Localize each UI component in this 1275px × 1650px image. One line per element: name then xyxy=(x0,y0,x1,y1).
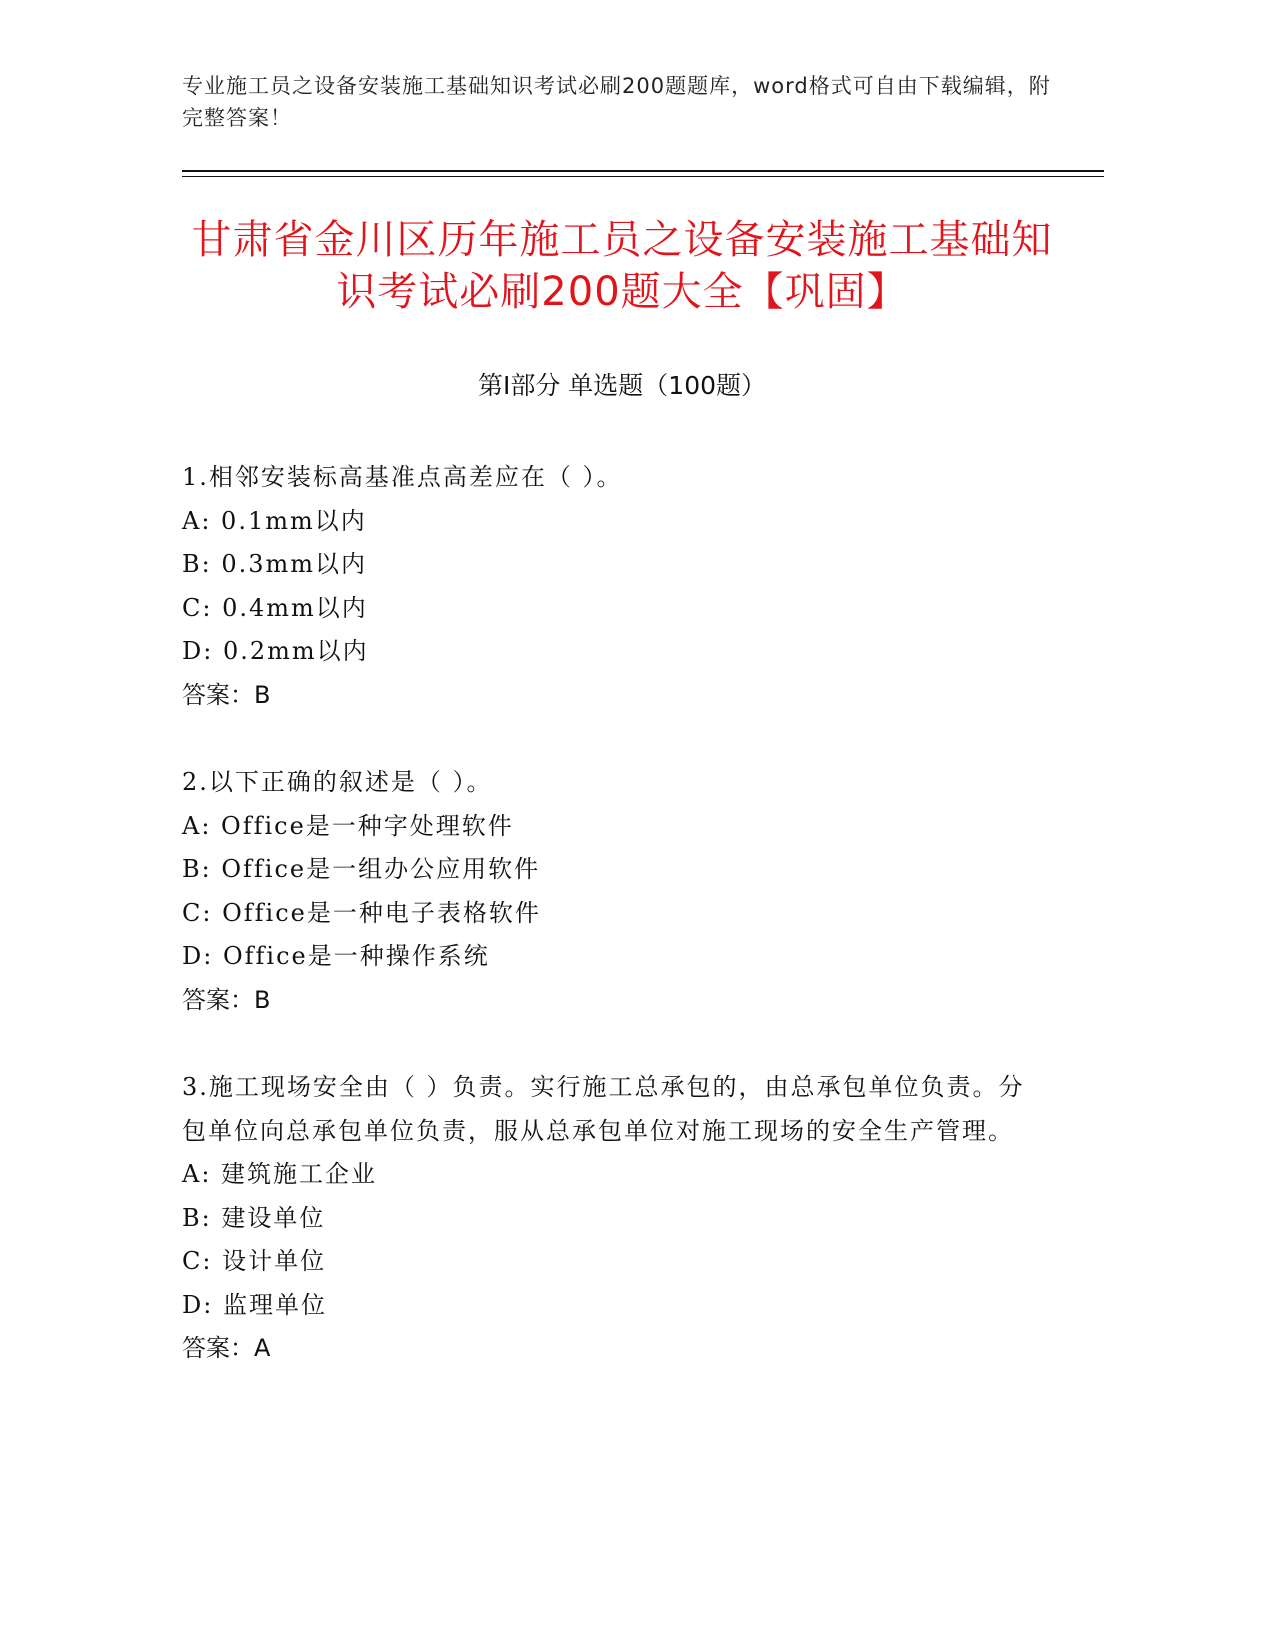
answer-value: B xyxy=(254,680,271,709)
option-a: A: 0.1mm以内 xyxy=(182,506,367,535)
document-title: 甘肃省金川区历年施工员之设备安装施工基础知识考试必刷200题大全【巩固】 xyxy=(191,217,1053,315)
option-d: D: Office是一种操作系统 xyxy=(182,942,490,970)
answer-label: 答案： xyxy=(182,1334,254,1362)
option-b: B: 0.3mm以内 xyxy=(182,550,368,578)
option-a: A: 建筑施工企业 xyxy=(182,1160,378,1188)
question-2 xyxy=(182,761,1062,1022)
option-b: B: 建设单位 xyxy=(182,1203,326,1232)
header-divider-thick xyxy=(182,170,1104,172)
option-b: B: Office是一组办公应用软件 xyxy=(182,855,541,883)
option-d: D: 监理单位 xyxy=(182,1290,327,1319)
answer-label: 答案： xyxy=(182,680,254,709)
header-divider-thin xyxy=(182,176,1104,177)
option-a: A: Office是一种字处理软件 xyxy=(182,811,514,840)
option-c: C: 设计单位 xyxy=(182,1247,327,1275)
question-1 xyxy=(182,456,1062,717)
question-3 xyxy=(182,1066,1062,1371)
answer xyxy=(182,1327,1062,1371)
answer-value: A xyxy=(254,1334,271,1362)
option-d: D: 0.2mm以内 xyxy=(182,637,369,665)
answer-label: 答案： xyxy=(182,985,254,1014)
answer xyxy=(182,674,1062,718)
answer xyxy=(182,979,1062,1023)
option-c: C: 0.4mm以内 xyxy=(182,593,368,622)
question-list xyxy=(182,456,1062,1415)
page-header: 专业施工员之设备安装施工基础知识考试必刷200题题库，word格式可自由下载编辑，附完整答案！ xyxy=(182,74,1051,130)
question-stem: 1.相邻安装标高基准点高差应在（ ）。 xyxy=(182,463,623,491)
question-stem: 2.以下正确的叙述是（ ）。 xyxy=(182,768,493,796)
answer-value: B xyxy=(254,985,271,1014)
option-c: C: Office是一种电子表格软件 xyxy=(182,898,541,927)
question-stem: 3.施工现场安全由（ ）负责。实行施工总承包的，由总承包单位负责。分包单位向总承包单位负责，服从总承包单位对施工现场的安全生产管理。 xyxy=(182,1073,1025,1145)
section-title: 第I部分 单选题（100题） xyxy=(477,371,767,400)
